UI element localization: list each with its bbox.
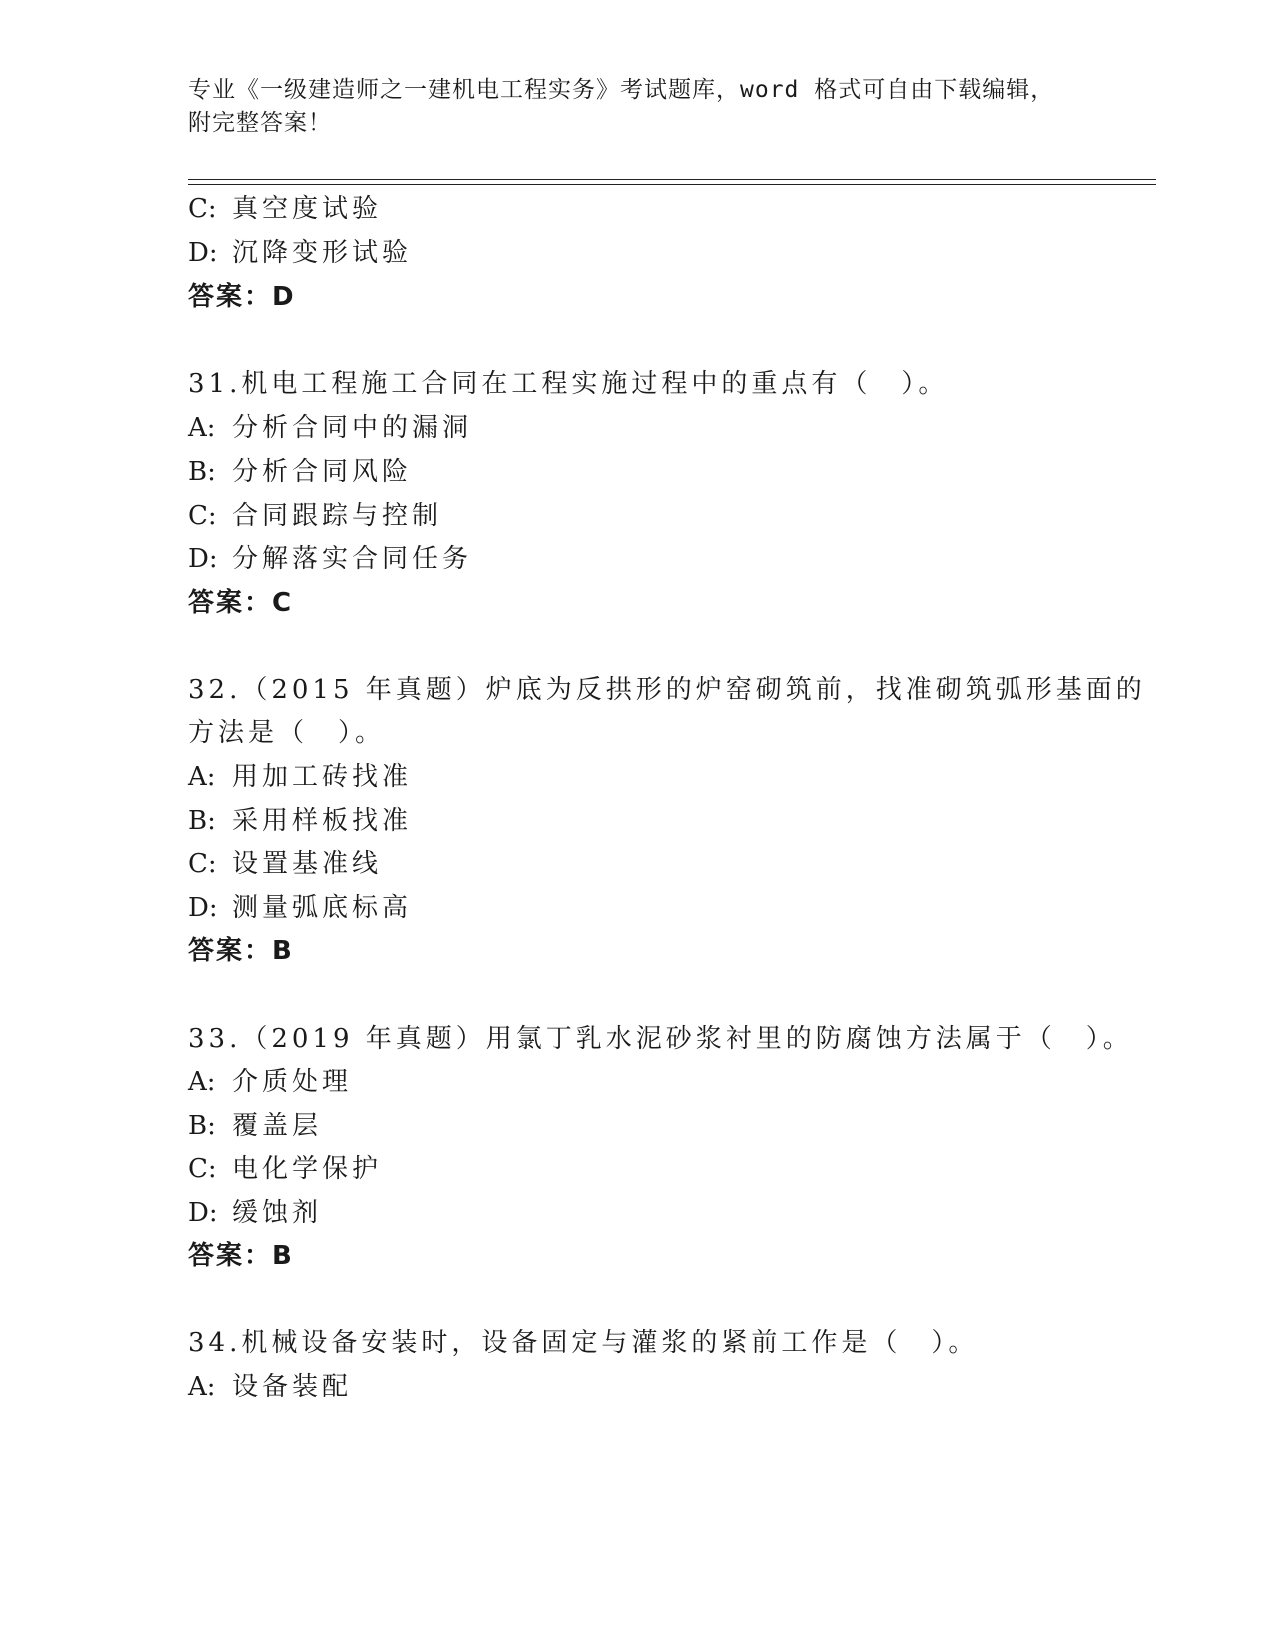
option-label: A: (188, 1067, 216, 1097)
question-stem: 31.机电工程施工合同在工程实施过程中的重点有（ ）。 (188, 369, 949, 399)
option-text: 分析合同风险 (232, 457, 413, 487)
option-label: A: (188, 762, 216, 792)
option-d (188, 232, 412, 269)
header-divider-top (188, 179, 1156, 180)
option-text: 用加工砖找准 (232, 762, 413, 792)
header-divider-bottom (188, 184, 1156, 185)
header-line-1: 专业《一级建造师之一建机电工程实务》考试题库，word 格式可自由下载编辑， (188, 77, 1055, 103)
option-c (188, 1148, 382, 1185)
option-c (188, 188, 382, 225)
header-line-2: 附完整答案！ (188, 110, 332, 136)
option-label: B: (188, 457, 216, 487)
answer: 答案：C (188, 588, 294, 618)
option-text: 分解落实合同任务 (232, 544, 473, 574)
option-label: D: (188, 238, 218, 268)
option-text: 电化学保护 (232, 1154, 383, 1184)
answer: 答案：B (188, 1241, 294, 1271)
option-label: C: (188, 501, 217, 531)
option-text: 合同跟踪与控制 (232, 501, 443, 531)
document-header (188, 74, 1088, 140)
option-a (188, 1366, 352, 1403)
option-label: A: (188, 1372, 216, 1402)
option-text: 分析合同中的漏洞 (232, 413, 473, 443)
option-text: 真空度试验 (232, 194, 383, 224)
option-text: 设置基准线 (232, 849, 383, 879)
option-text: 设备装配 (232, 1372, 353, 1402)
option-label: B: (188, 1111, 216, 1141)
option-text: 测量弧底标高 (232, 893, 413, 923)
option-d (188, 1192, 322, 1229)
question-stem-continued: 方法是（ ）。 (188, 718, 386, 748)
option-d (188, 538, 472, 575)
option-text: 缓蚀剂 (232, 1198, 323, 1228)
option-d (188, 887, 412, 924)
option-text: 沉降变形试验 (232, 238, 413, 268)
option-b (188, 1105, 322, 1142)
question-stem: 34.机械设备安装时，设备固定与灌浆的紧前工作是（ ）。 (188, 1328, 979, 1358)
option-b (188, 800, 412, 837)
option-label: D: (188, 544, 218, 574)
option-label: A: (188, 413, 216, 443)
option-a (188, 756, 412, 793)
answer: 答案：B (188, 936, 294, 966)
option-a (188, 1061, 352, 1098)
option-label: D: (188, 1198, 218, 1228)
option-text: 覆盖层 (232, 1111, 323, 1141)
option-a (188, 407, 472, 444)
option-text: 采用样板找准 (232, 806, 413, 836)
option-text: 介质处理 (232, 1067, 353, 1097)
answer: 答案：D (188, 282, 296, 312)
option-label: C: (188, 194, 217, 224)
option-label: C: (188, 1154, 217, 1184)
option-label: D: (188, 893, 218, 923)
option-label: C: (188, 849, 217, 879)
option-c (188, 843, 382, 880)
option-c (188, 495, 442, 532)
question-stem: 32.（2015 年真题）炉底为反拱形的炉窑砌筑前，找准砌筑弧形基面的 (188, 675, 1146, 705)
option-b (188, 451, 412, 488)
option-label: B: (188, 806, 216, 836)
question-stem: 33.（2019 年真题）用氯丁乳水泥砂浆衬里的防腐蚀方法属于（ ）。 (188, 1024, 1133, 1054)
